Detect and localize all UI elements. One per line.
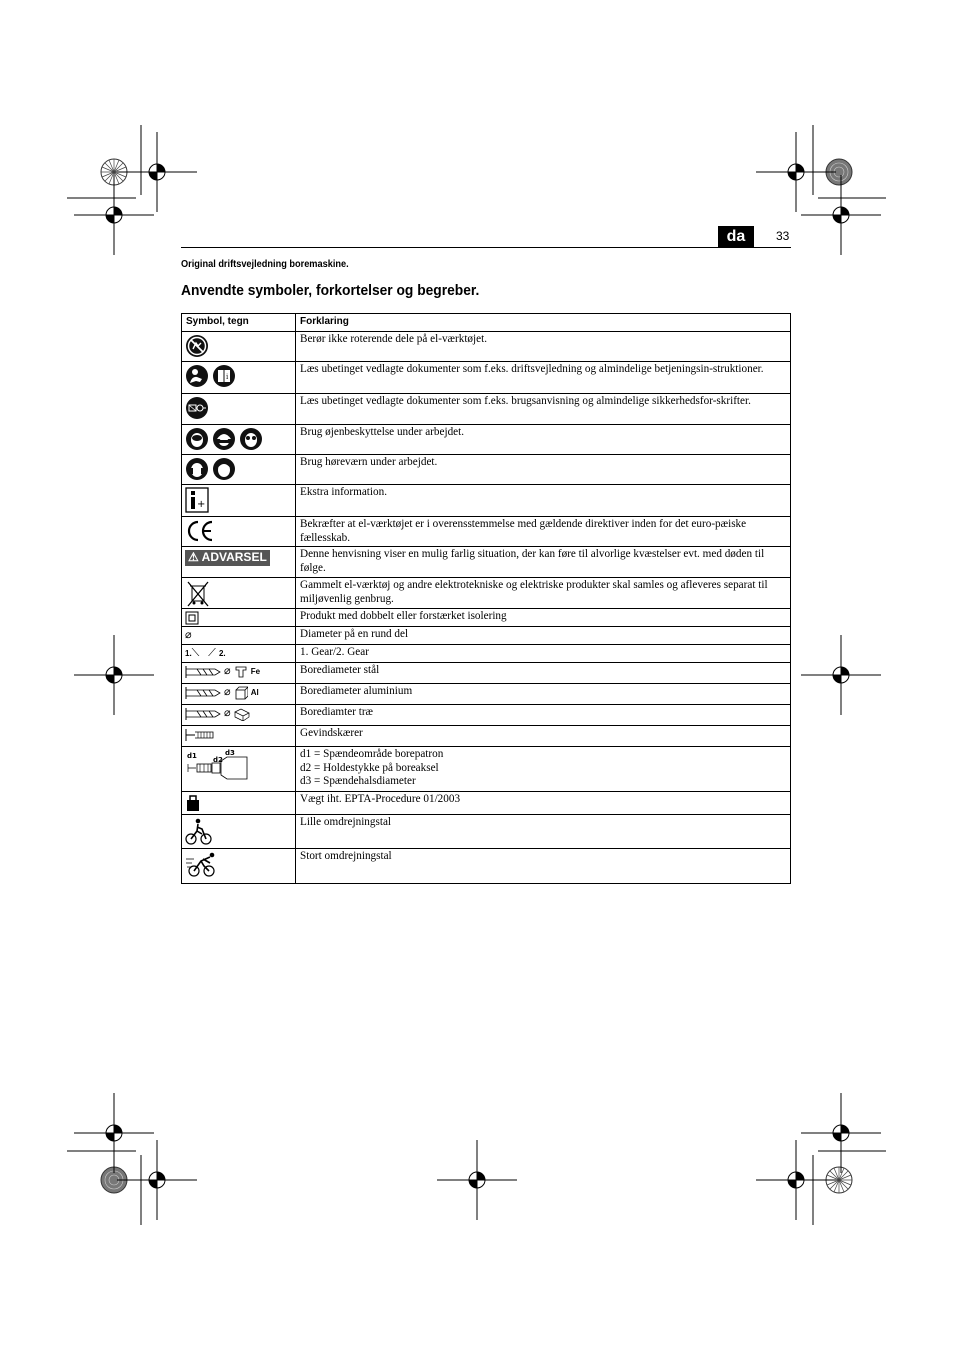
wood-icon bbox=[234, 707, 250, 721]
table-header-row bbox=[182, 314, 791, 332]
symbol-cell bbox=[182, 663, 296, 684]
symbol-cell bbox=[182, 627, 296, 645]
explanation-cell: Læs ubetinget vedlagte dokumenter som f.eks. brugsanvisning og almindelige sikkerhedsfor-skrifter. bbox=[296, 394, 791, 425]
diameter-icon: ⌀ bbox=[185, 629, 192, 641]
symbol-cell bbox=[182, 455, 296, 485]
manual-book-icon bbox=[212, 364, 236, 388]
diameter-icon: ⌀ bbox=[224, 686, 231, 698]
read-manual-icon bbox=[185, 364, 209, 388]
explanation-cell: Brug høreværn under arbejdet. bbox=[296, 455, 791, 485]
page-number: 33 bbox=[776, 229, 790, 243]
symbol-cell bbox=[182, 849, 296, 884]
d3-explanation: d3 = Spændehalsdiameter bbox=[300, 775, 416, 787]
table-row bbox=[182, 726, 791, 747]
table-row bbox=[182, 332, 791, 362]
al-label: Al bbox=[250, 688, 259, 697]
explanation-cell: Læs ubetinget vedlagte dokumenter som f.eks. driftsvejledning og almindelige betjeningsin-struktioner. bbox=[296, 362, 791, 394]
weee-bin-icon bbox=[185, 580, 211, 608]
table-row bbox=[182, 547, 791, 578]
document-subtitle: Original driftsvejledning boremaskine. bbox=[181, 259, 349, 270]
double-insulation-icon bbox=[185, 611, 199, 625]
section-heading: Anvendte symboler, forkortelser og begreber. bbox=[181, 282, 480, 299]
ear-protection-icon bbox=[185, 457, 209, 481]
table-row bbox=[182, 747, 791, 792]
table-row bbox=[182, 792, 791, 815]
symbol-cell bbox=[182, 332, 296, 362]
explanation-cell: Denne henvisning viser en mulig farlig situation, der kan føre til alvorlige kvæstelser evt. med døden til følge. bbox=[296, 547, 791, 578]
explanation-cell: Diameter på en rund del bbox=[296, 627, 791, 645]
symbol-cell bbox=[182, 726, 296, 747]
d3-label: d3 bbox=[225, 749, 235, 757]
drill-bit-icon bbox=[185, 707, 221, 721]
table-row bbox=[182, 362, 791, 394]
svg-text:+: + bbox=[197, 499, 206, 510]
symbol-cell bbox=[182, 517, 296, 547]
drill-bit-icon bbox=[185, 686, 221, 700]
table-row bbox=[182, 849, 791, 884]
table-row bbox=[182, 815, 791, 849]
steel-profile-icon bbox=[234, 665, 248, 679]
explanation-cell: Borediameter stål bbox=[296, 663, 791, 684]
no-touch-rotating-icon bbox=[185, 334, 209, 358]
table-row bbox=[182, 609, 791, 627]
advarsel-warning-badge: ⚠ ADVARSEL bbox=[185, 550, 270, 566]
symbol-cell bbox=[182, 705, 296, 726]
hearing-protection-icon bbox=[212, 457, 236, 481]
chuck-dimensions-icon bbox=[185, 749, 249, 783]
table-row bbox=[182, 517, 791, 547]
table-row bbox=[182, 455, 791, 485]
explanation-cell: Lille omdrejningstal bbox=[296, 815, 791, 849]
symbol-cell bbox=[182, 747, 296, 792]
ce-mark-icon bbox=[185, 519, 215, 543]
language-tab: da bbox=[718, 226, 754, 247]
explanation-cell: Gevindskærer bbox=[296, 726, 791, 747]
symbols-table bbox=[181, 313, 791, 884]
safety-documents-icon bbox=[185, 396, 209, 420]
table-row bbox=[182, 684, 791, 705]
gear-1-label: 1. bbox=[185, 649, 192, 658]
column-header-symbol: Symbol, tegn bbox=[182, 314, 296, 332]
diameter-icon: ⌀ bbox=[224, 707, 231, 719]
table-row bbox=[182, 627, 791, 645]
svg-text:i: i bbox=[226, 373, 229, 381]
explanation-cell: Borediameter aluminium bbox=[296, 684, 791, 705]
face-shield-icon bbox=[185, 427, 209, 451]
information-icon bbox=[185, 487, 209, 513]
helmet-goggles-icon bbox=[212, 427, 236, 451]
d2-explanation: d2 = Holdestykke på boreaksel bbox=[300, 761, 439, 774]
symbol-cell bbox=[182, 684, 296, 705]
table-row bbox=[182, 645, 791, 663]
explanation-cell: Bekræfter at el-værktøjet er i overensstemmelse med gældende direktiver inden for det euro-pæiske fællesskab. bbox=[296, 517, 791, 547]
thread-tap-icon bbox=[185, 728, 217, 742]
d1-explanation: d1 = Spændeområde borepatron bbox=[300, 748, 444, 760]
fe-label: Fe bbox=[250, 667, 261, 676]
symbol-cell bbox=[182, 547, 296, 578]
symbol-cell bbox=[182, 362, 296, 394]
aluminium-block-icon bbox=[234, 686, 248, 700]
d1-label: d1 bbox=[187, 752, 197, 760]
gear-2-label: 2. bbox=[218, 649, 226, 658]
symbol-cell bbox=[182, 792, 296, 815]
symbol-cell bbox=[182, 425, 296, 455]
symbol-cell bbox=[182, 609, 296, 627]
weight-icon bbox=[185, 794, 201, 812]
table-row bbox=[182, 578, 791, 609]
d2-label: d2 bbox=[213, 756, 223, 764]
explanation-cell: Brug øjenbeskyttelse under arbejdet. bbox=[296, 425, 791, 455]
symbol-cell bbox=[182, 485, 296, 517]
symbol-cell bbox=[182, 645, 296, 663]
header-rule bbox=[181, 247, 791, 248]
table-row bbox=[182, 705, 791, 726]
explanation-cell: Vægt iht. EPTA-Procedure 01/2003 bbox=[296, 792, 791, 815]
explanation-cell: Ekstra information. bbox=[296, 485, 791, 517]
explanation-cell: Gammelt el-værktøj og andre elektrotekniske og elektriske produkter skal samles og afleveres separat til miljøvenlig genbrug. bbox=[296, 578, 791, 609]
gear-lever-icon: ⟍ bbox=[191, 647, 200, 659]
table-row bbox=[182, 663, 791, 684]
column-header-explanation: Forklaring bbox=[296, 314, 791, 332]
warning-triangle-icon: ⚠ bbox=[188, 550, 199, 564]
symbol-cell bbox=[182, 578, 296, 609]
explanation-cell: Berør ikke roterende dele på el-værktøjet. bbox=[296, 332, 791, 362]
explanation-cell: Produkt med dobbelt eller forstærket isolering bbox=[296, 609, 791, 627]
table-row bbox=[182, 425, 791, 455]
drill-bit-icon bbox=[185, 665, 221, 679]
explanation-cell bbox=[296, 747, 791, 792]
diameter-icon: ⌀ bbox=[224, 665, 231, 677]
symbol-cell bbox=[182, 394, 296, 425]
explanation-cell: Stort omdrejningstal bbox=[296, 849, 791, 884]
explanation-cell: Borediamter træ bbox=[296, 705, 791, 726]
table-row bbox=[182, 394, 791, 425]
gear-lever-icon: ⟋ bbox=[208, 647, 216, 659]
fast-bicycle-icon bbox=[185, 851, 219, 879]
explanation-cell: 1. Gear/2. Gear bbox=[296, 645, 791, 663]
safety-goggles-icon bbox=[239, 427, 263, 451]
slow-bicycle-icon bbox=[185, 817, 213, 847]
symbol-cell bbox=[182, 815, 296, 849]
table-row bbox=[182, 485, 791, 517]
